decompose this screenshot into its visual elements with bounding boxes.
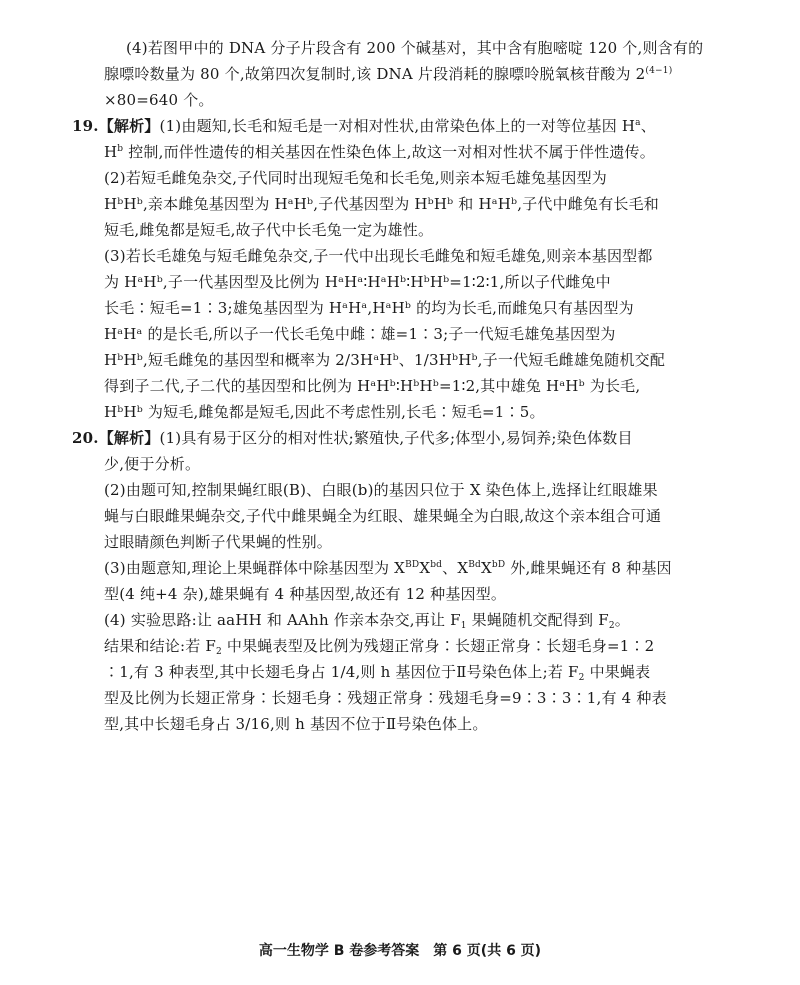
q19-p3-line7: HᵇHᵇ 为短毛,雌兔都是短毛,因此不考虑性别,长毛∶短毛=1∶5。 <box>104 403 545 421</box>
q18-p4-line2-text: 腺嘌呤数量为 80 个,故第四次复制时,该 DNA 片段消耗的腺嘌呤脱氧核苷酸为 2 <box>104 65 646 83</box>
q20-p4-l2b: 中果蝇表型及比例为残翅正常身∶长翅正常身∶长翅毛身=1∶2 <box>221 637 655 655</box>
q20-sub-F1: 1 <box>460 621 467 631</box>
q20-p1-text: (1)具有易于区分的相对性状;繁殖快,子代多;体型小,易饲养;染色体数目 <box>159 429 633 447</box>
q18-p4-line2 <box>104 64 672 84</box>
q19-p1-l2-h: H <box>104 143 118 161</box>
q20-p2-line1: (2)由题可知,控制果蝇红眼(B)、白眼(b)的基因只位于 X 染色体上,选择让红眼雄果 <box>104 481 658 499</box>
q19-p1-tail: 、 <box>640 117 656 135</box>
q18-exponent: (4−1) <box>645 66 673 76</box>
q20-number: 20. <box>72 429 99 447</box>
q19-p3-line4: HᵃHᵃ 的是长毛,所以子一代长毛兔中雌∶雄=1∶3;子一代短毛雄兔基因型为 <box>104 325 616 343</box>
q20-p4-line4: 型及比例为长翅正常身∶长翅毛身∶残翅正常身∶残翅毛身=9∶3∶3∶1,有 4 种表 <box>104 689 667 707</box>
q20-p3-c: 、X <box>442 559 469 577</box>
q19-p1-line2 <box>104 142 655 162</box>
q20-p4-line5: 型,其中长翅毛身占 3/16,则 h 基因不位于Ⅱ号染色体上。 <box>104 715 488 733</box>
q20-analysis-tag: 【解析】 <box>98 429 160 447</box>
q19-sup-b: b <box>117 144 124 154</box>
q20-p2-line3: 过眼睛颜色判断子代果蝇的性别。 <box>104 533 333 551</box>
q20-p4-l3a: ∶1,有 3 种表型,其中长翅毛身占 1/4,则 h 基因位于Ⅱ号染色体上;若 F <box>104 663 579 681</box>
q20-sub-F2b: 2 <box>216 647 222 657</box>
q20-p1-line1 <box>72 428 633 448</box>
q20-p3-b: X <box>419 559 431 577</box>
q20-p4-a: (4) 实验思路:让 aaHH 和 AAhh 作亲本杂交,再让 F <box>104 611 461 629</box>
q19-p3-line2: 为 HᵃHᵇ,子一代基因型及比例为 HᵃHᵃ∶HᵃHᵇ∶HᵇHᵇ=1∶2∶1,所以子代雌兔中 <box>104 273 611 291</box>
q19-p1-line1 <box>72 116 656 136</box>
q20-sup-bD: bD <box>491 560 506 570</box>
q20-p3-e: 外,雌果蝇还有 8 种基因 <box>505 559 672 577</box>
q18-p4-line1: (4)若图甲中的 DNA 分子片段含有 200 个碱基对，其中含有胞嘧啶 120 个,则含有的 <box>126 39 704 57</box>
q19-p2-line3: 短毛,雌兔都是短毛,故子代中长毛兔一定为雄性。 <box>104 221 434 239</box>
q20-p4-b: 果蝇随机交配得到 F <box>466 611 609 629</box>
q20-p3-d: X <box>481 559 492 577</box>
q19-number: 19. <box>72 117 99 135</box>
q20-p4-l3b: 中果蝇表 <box>584 663 651 681</box>
q19-p3-line3: 长毛∶短毛=1∶3;雄兔基因型为 HᵃHᵃ,HᵃHᵇ 的均为长毛,而雌兔只有基因型为 <box>104 299 634 317</box>
q20-p4-line3 <box>104 662 650 682</box>
q20-p1-line2: 少,便于分析。 <box>104 455 201 473</box>
q18-p4-line3: ×80=640 个。 <box>104 91 214 109</box>
q19-p3-line5: HᵇHᵇ,短毛雌兔的基因型和概率为 2/3HᵃHᵇ、1/3HᵇHᵇ,子一代短毛雌雄兔随机交配 <box>104 351 666 369</box>
q19-p2-line1: (2)若短毛雌兔杂交,子代同时出现短毛兔和长毛兔,则亲本短毛雄兔基因型为 <box>104 169 607 187</box>
q19-p3-line6: 得到子二代,子二代的基因型和比例为 HᵃHᵇ∶HᵇHᵇ=1∶2,其中雄兔 HᵃHᵇ 为长毛, <box>104 377 641 395</box>
q20-sup-BD: BD <box>405 560 420 570</box>
q20-sub-F2: 2 <box>608 621 615 631</box>
q20-sup-Bd: Bd <box>468 560 482 570</box>
q19-sup-a: a <box>635 118 641 128</box>
q20-p4-l2a: 结果和结论:若 F <box>104 637 217 655</box>
q20-p4-line1 <box>104 610 630 630</box>
q20-p3-line2: 型(4 纯+4 杂),雄果蝇有 4 种基因型,故还有 12 种基因型。 <box>104 585 507 603</box>
q20-p3-a: (3)由题意知,理论上果蝇群体中除基因型为 X <box>104 559 406 577</box>
q19-p2-line2: HᵇHᵇ,亲本雌兔基因型为 HᵃHᵇ,子代基因型为 HᵇHᵇ 和 HᵃHᵇ,子代中雌兔有长毛和 <box>104 195 659 213</box>
q20-p4-c: 。 <box>614 611 630 629</box>
q20-p2-line2: 蝇与白眼雌果蝇杂交,子代中雌果蝇全为红眼、雄果蝇全为白眼,故这个亲本组合可通 <box>104 507 662 525</box>
q19-p1-text: (1)由题知,长毛和短毛是一对相对性状,由常染色体上的一对等位基因 H <box>159 117 636 135</box>
q20-p4-line2 <box>104 636 654 656</box>
q19-analysis-tag: 【解析】 <box>98 117 160 135</box>
q20-sup-bd: bd <box>430 560 443 570</box>
q19-p3-line1: (3)若长毛雄兔与短毛雌兔杂交,子一代中出现长毛雌兔和短毛雄兔,则亲本基因型都 <box>104 247 653 265</box>
page-footer: 高一生物学 B 卷参考答案 第 6 页(共 6 页) <box>258 943 542 959</box>
q19-p1-l2-text: 控制,而伴性遗传的相关基因在性染色体上,故这一对相对性状不属于伴性遗传。 <box>123 143 655 161</box>
q20-p3-line1 <box>104 558 672 578</box>
q20-sub-F2c: 2 <box>578 673 585 683</box>
